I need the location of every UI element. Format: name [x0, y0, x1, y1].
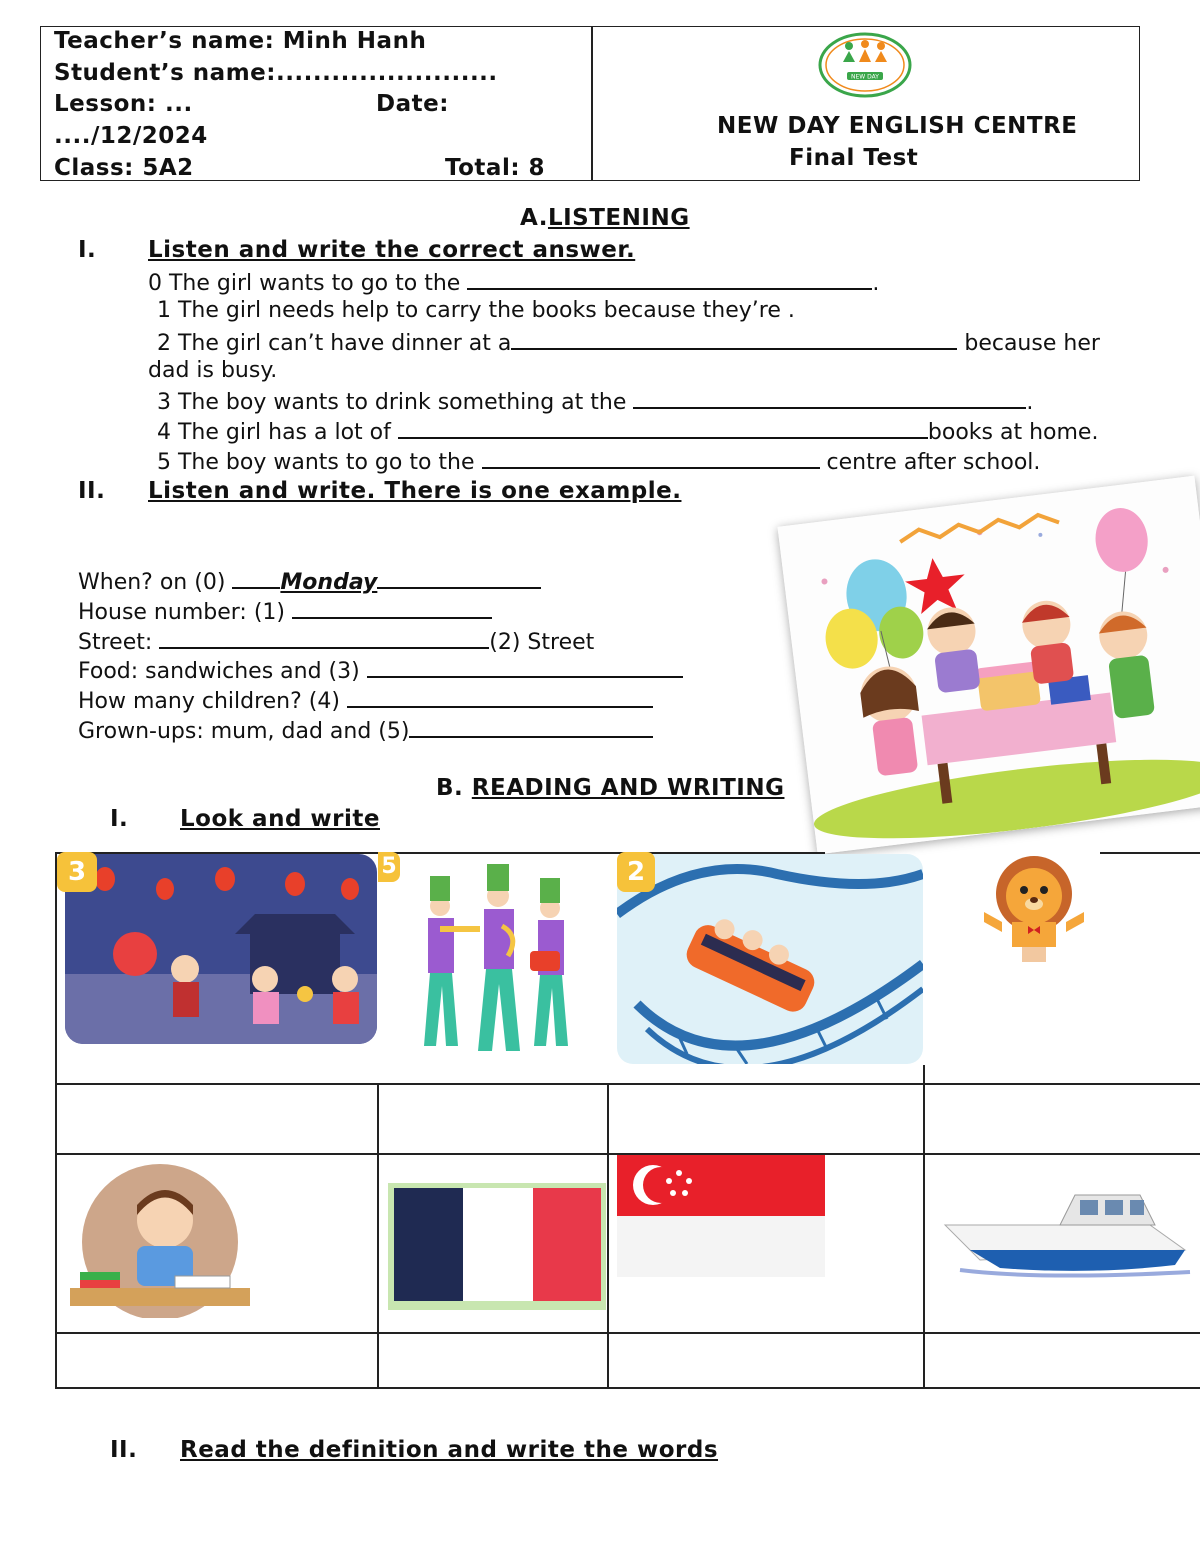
- example-answer: Monday: [280, 570, 378, 595]
- question-5: 5 The boy wants to go to the centre after school.: [157, 447, 1040, 475]
- field-street: Street: (2) Street: [78, 627, 594, 655]
- grid-line: [55, 1387, 1200, 1389]
- question-0: 0 The girl wants to go to the .: [148, 268, 879, 296]
- grid-line: [607, 1083, 609, 1388]
- grid-line: [55, 852, 57, 1388]
- grid-line: [55, 1332, 1200, 1334]
- field-grownups: Grown-ups: mum, dad and (5): [78, 716, 653, 744]
- part1-number: I.: [78, 237, 97, 263]
- student-name: Student’s name:........................: [54, 60, 498, 86]
- answer-line-house: [292, 597, 492, 619]
- grid-line: [377, 1083, 379, 1388]
- question-2-cont: dad is busy.: [148, 358, 278, 383]
- question-2: 2 The girl can’t have dinner at a because her: [157, 328, 1100, 356]
- part2-title: Listen and write. There is one example.: [148, 478, 682, 504]
- badge-3: 3: [57, 852, 97, 892]
- answer-line-grownups: [409, 716, 653, 738]
- badge-5: 5: [378, 852, 400, 882]
- badge-2: 2: [617, 852, 655, 892]
- teacher-name: Teacher’s name: Minh Hanh: [54, 28, 427, 54]
- centre-name: NEW DAY ENGLISH CENTRE: [717, 113, 1078, 139]
- total: Total: 8: [445, 155, 546, 181]
- test-name: Final Test: [789, 145, 919, 171]
- grid-line: [923, 1065, 925, 1388]
- festival-image: [65, 854, 377, 1044]
- marching-band-image: [380, 856, 606, 1061]
- grid-line: [55, 1083, 1200, 1085]
- answer-line-children: [347, 686, 653, 708]
- question-1: 1 The girl needs help to carry the books because they’re .: [157, 298, 795, 323]
- field-house: House number: (1): [78, 597, 492, 625]
- reading-part2-number: II.: [110, 1437, 138, 1463]
- answer-line-3: [633, 387, 1026, 409]
- roller-coaster-image: [617, 854, 923, 1064]
- class: Class: 5A2: [54, 155, 194, 181]
- answer-line-street: [159, 627, 489, 649]
- date-label: Date:: [376, 91, 449, 117]
- reading-title: B. READING AND WRITING: [436, 775, 785, 801]
- question-4: 4 The girl has a lot of books at home.: [157, 417, 1098, 445]
- logo-text: NEW DAY: [851, 73, 879, 81]
- question-3: 3 The boy wants to drink something at the .: [157, 387, 1033, 415]
- boy-studying-image: [65, 1160, 255, 1318]
- part2-number: II.: [78, 478, 106, 504]
- reading-part1-number: I.: [110, 806, 129, 832]
- reading-part2-title: Read the definition and write the words: [180, 1437, 719, 1463]
- answer-line-4: [398, 417, 928, 439]
- grid-line: [1100, 852, 1200, 854]
- field-children: How many children? (4): [78, 686, 653, 714]
- answer-line-2: [511, 328, 957, 350]
- field-when: When? on (0) Monday: [78, 567, 541, 595]
- part1-title: Listen and write the correct answer.: [148, 237, 636, 263]
- singapore-flag-image: [617, 1155, 825, 1277]
- header-divider: [591, 26, 593, 181]
- speedboat-image: [940, 1180, 1200, 1285]
- field-food: Food: sandwiches and (3): [78, 656, 683, 684]
- france-flag-image: [388, 1183, 606, 1310]
- answer-line-0: [467, 268, 872, 290]
- centre-logo: [817, 32, 913, 98]
- lion-puppet-image: [972, 852, 1100, 962]
- answer-line-food: [367, 656, 683, 678]
- answer-line-5: [482, 447, 820, 469]
- reading-part1-title: Look and write: [180, 806, 380, 832]
- lesson: Lesson: ...: [54, 91, 193, 117]
- date-value: ..../12/2024: [54, 123, 208, 149]
- birthday-party-image: [777, 476, 1200, 855]
- listening-title: A.LISTENING: [520, 205, 690, 231]
